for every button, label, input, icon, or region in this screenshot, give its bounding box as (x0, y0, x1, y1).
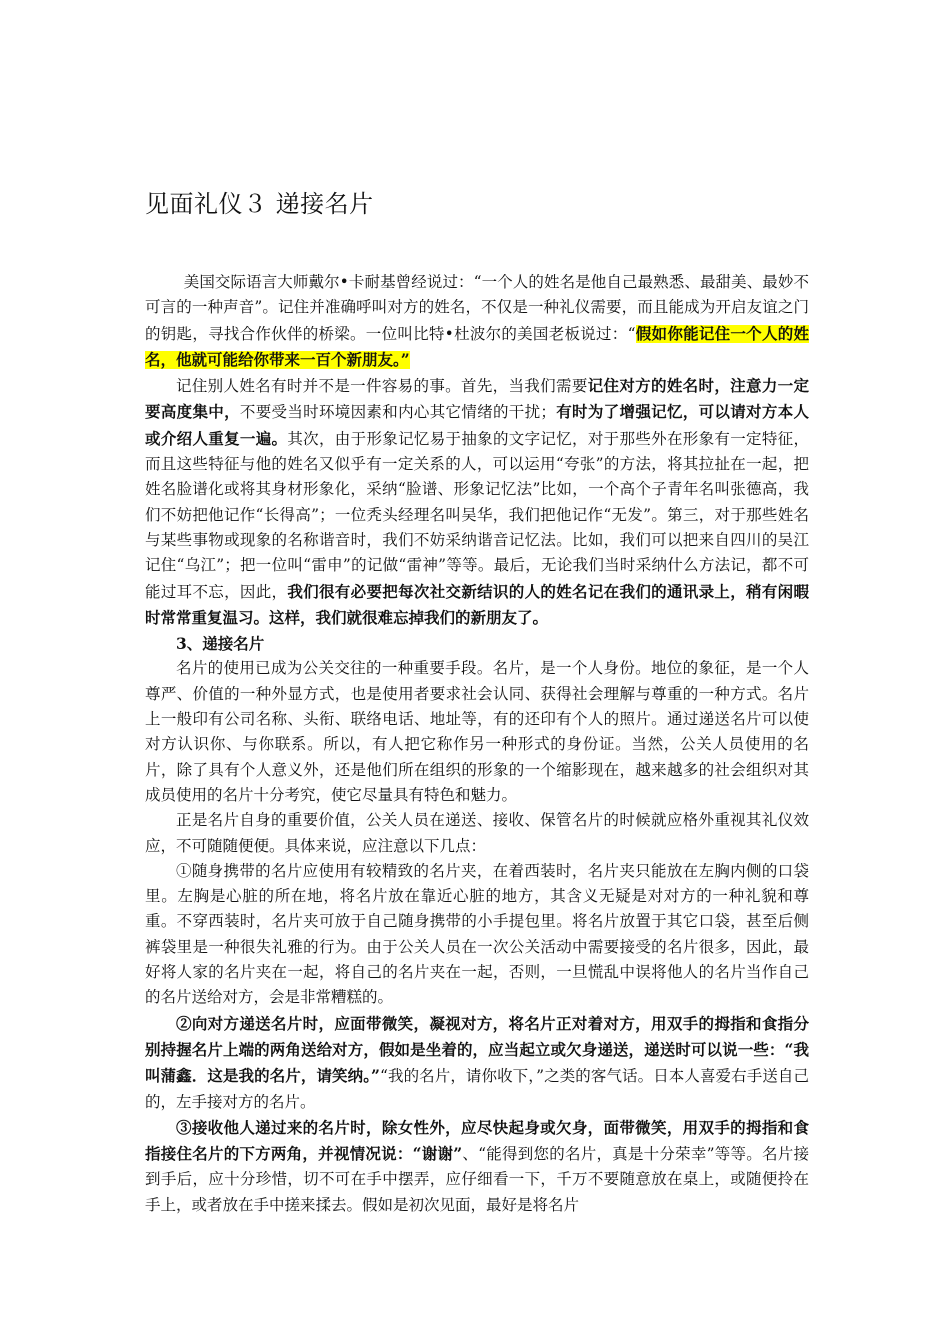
point-3-bold: ③接收他人递过来的名片时，除女性外，应尽快起身或欠身，面带微笑，用双手的拇指和食指接住名片的下方两角，并视情况说：“谢谢” (145, 1117, 809, 1164)
page-title: 见面礼仪３ 递接名片 (145, 190, 374, 218)
paragraph-intro (145, 270, 809, 373)
memory-tips-text-1: 记住别人姓名有时并不是一件容易的事。首先，当我们需要 (176, 377, 588, 396)
paragraph-point-3 (145, 1115, 809, 1218)
paragraph-intro-text: 美国交际语言大师戴尔•卡耐基曾经说过：“一个人的姓名是他自己最熟悉、最甜美、最妙不可言的一种声音”。记住并准确呼叫对方的姓名，不仅是一种礼仪需要，而且能成为开启友谊之门的钥匙，寻找合作伙伴的桥梁。一位叫比特•杜波尔的美国老板说过：“ (145, 273, 809, 343)
memory-tips-text-3: 其次，由于形象记忆易于抽象的文字记忆，对于那些外在形象有一定特征，而且这些特征与他的姓名又似乎有一定关系的人，可以运用“夸张”的方法，将其拉扯在一起，把姓名脸谱化或将其身材形象化，采纳“脸谱、形象记忆法”比如，一个高个子青年名叫张德高，我们不妨把他记作“长得高”；一位秃头经理名叫吴华，我们把他记作“无发”。第三，对于那些姓名与某些事物或现象的名称谐音时，我们不妨采纳谐音记忆法。比如，我们可以把来自四川的吴江记住“乌江”；把一位叫“雷申”的记做“雷神”等等。最后，无论我们当时采纳什么方法记，都不可能过耳不忘，因此， (145, 429, 809, 601)
memory-tips-bold-2: 有时为了增强记忆，可以请对方本人或介绍人重复一遍。 (145, 402, 809, 448)
paragraph-memory-tips (145, 373, 809, 631)
paragraph-point-2 (145, 1011, 809, 1115)
point-2-bold: ②向对方递送名片时，应面带微笑，凝视对方，将名片正对着对方，用双手的拇指和食指分别持握名片上端的两角送给对方，假如是坐着的，应当起立或欠身递送，递送时可以说一些：“我叫蒲鑫．这是我的名片，请笑纳。” (145, 1013, 809, 1086)
paragraph-point-1: ①随身携带的名片应使用有较精致的名片夹，在着西装时，名片夹只能放在左胸内侧的口袋里。左胸是心脏的所在地，将名片放在靠近心脏的地方，其含义无疑是对对方的一种礼貌和尊重。不穿西装时，名片夹可放于自己随身携带的小手提包里。将名片放置于其它口袋，甚至后侧裤袋里是一种很失礼雅的行为。由于公关人员在一次公关活动中需要接受的名片很多，因此，最好将人家的名片夹在一起，将自己的名片夹在一起，否则，一旦慌乱中误将他人的名片当作自己的名片送给对方，会是非常糟糕的。 (145, 861, 809, 1007)
point-2-text: “我的名片，请你收下，”之类的客气话。日本人喜爱右手送自己的，左手接对方的名片。 (145, 1067, 809, 1111)
document-body (145, 270, 809, 1218)
paragraph-card-etiquette-intro: 正是名片自身的重要价值，公关人员在递送、接收、保管名片的时候就应格外重视其礼仪效应，不可随随便便。具体来说，应注意以下几点： (145, 811, 809, 855)
memory-tips-bold-1: 记住对方的姓名时，注意力一定要高度集中， (145, 376, 809, 422)
point-3-text: 、“能得到您的名片，真是十分荣幸”等等。名片接到手后，应十分珍惜，切不可在手中摆弄，应仔细看一下，千万不要随意放在桌上，或随便拎在手上，或者放在手中搓来揉去。假如是初次见面，最好是将名片 (145, 1145, 809, 1214)
memory-tips-text-2: 不要受当时环境因素和内心其它情绪的干扰； (239, 403, 556, 422)
memory-tips-bold-3: 我们很有必要把每次社交新结识的人的姓名记在我们的通讯录上，稍有闲暇时常常重复温习。这样，我们就很难忘掉我们的新朋友了。 (145, 581, 809, 627)
section-heading: 3、递接名片 (176, 634, 265, 654)
paragraph-card-importance: 名片的使用已成为公关交往的一种重要手段。名片，是一个人身份。地位的象征，是一个人尊严、价值的一种外显方式，也是使用者要求社会认同、获得社会理解与尊重的一种方式。名片上一般印有公司名称、头衔、联络电话、地址等，有的还印有个人的照片。通过递送名片可以使对方认识你、与你联系。所以，有人把它称作另一种形式的身份证。当然，公关人员使用的名片，除了具有个人意义外，还是他们所在组织的形象的一个缩影现在，越来越多的社会组织对其成员使用的名片十分考究，使它尽量具有特色和魅力。 (145, 659, 809, 804)
highlighted-quote-text: 假如你能记住一个人的姓名，他就可能给你带来一百个新朋友。” (145, 323, 809, 369)
